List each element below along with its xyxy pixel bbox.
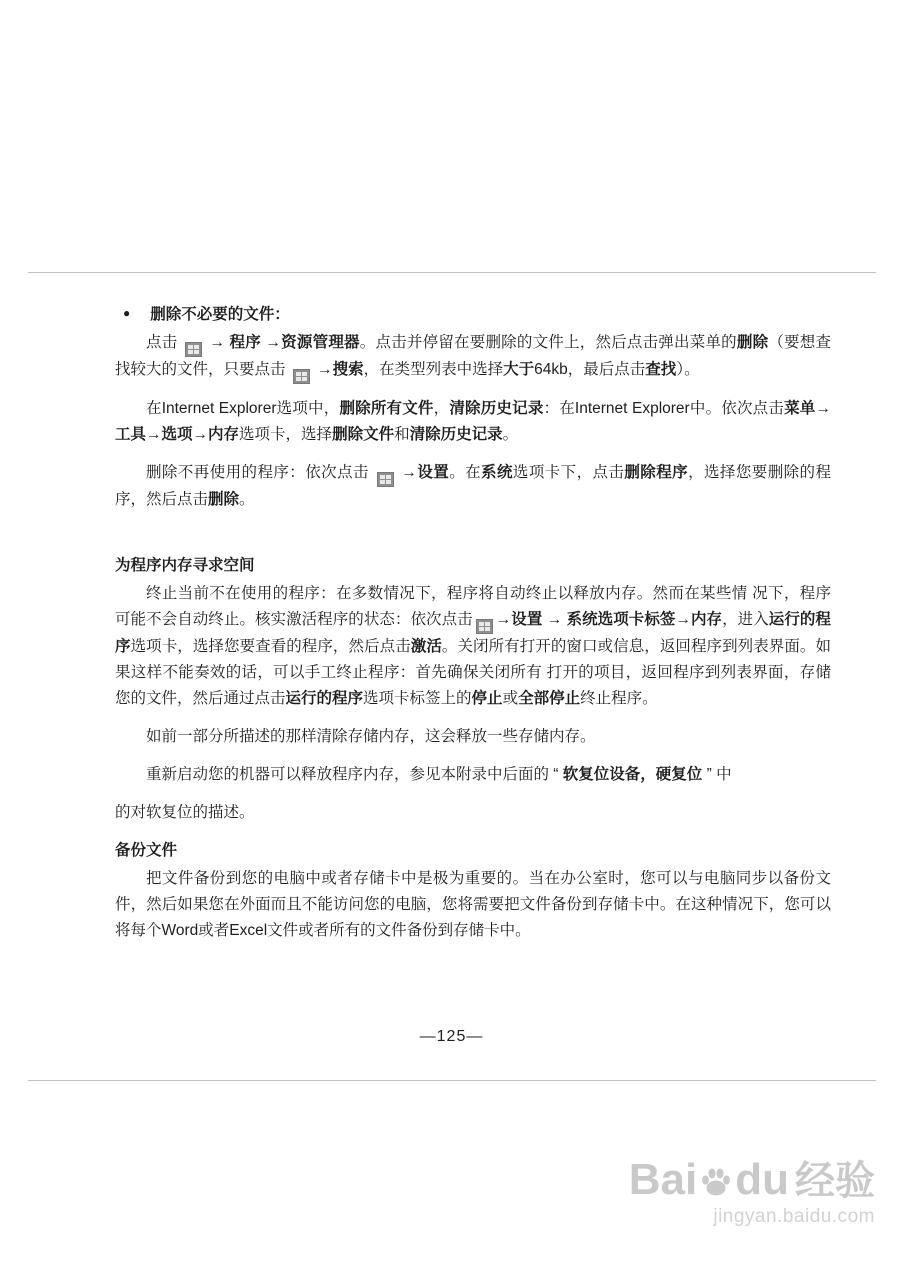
body-text: 。在 — [449, 464, 482, 481]
body-text: 删除不再使用的程序：依次点击 — [146, 464, 374, 481]
emphasis-text: 菜单 — [784, 400, 816, 417]
body-text: ）。 — [676, 361, 700, 378]
emphasis-text: 删除所有文件 — [339, 400, 434, 417]
section — [115, 300, 831, 513]
body-text: ” 中 — [702, 766, 732, 783]
bottom-divider — [28, 1080, 876, 1081]
page-number: —125— — [419, 1028, 484, 1045]
emphasis-text: 资源管理器 — [280, 334, 360, 351]
body-text: 和 — [394, 426, 410, 443]
emphasis-text: 删除程序 — [624, 464, 689, 481]
watermark-url: jingyan.baidu.com — [713, 1206, 875, 1227]
start-menu-icon — [476, 619, 493, 634]
baidu-jingyan-watermark — [628, 1155, 875, 1228]
emphasis-text: 系统 — [481, 464, 513, 481]
body-text: （要想查找较大的文件，只要点击 — [115, 334, 831, 378]
emphasis-text: 选项 — [161, 426, 193, 443]
emphasis-text: 删除文件 — [332, 426, 395, 443]
bullet-icon: ● — [123, 306, 131, 320]
body-text: 或 — [502, 690, 519, 707]
emphasis-text: 搜索 — [332, 361, 364, 378]
body-text: 。点击并停留在要删除的文件上，然后点击弹出菜单的 — [359, 334, 737, 351]
paragraph — [115, 581, 831, 712]
start-menu-icon — [185, 342, 202, 357]
section — [115, 553, 831, 826]
body-text: 。关闭所有打开的窗口或信息，返回程序到列表界面。如果这样不能奏效的话，可以手工终止程序：首先确保关闭所有 打开的项目，返回程序到列表界面，存储您的文件，然后通过点击 — [115, 638, 831, 707]
paragraph — [115, 724, 831, 750]
body-text: 终止当前不在使用的程序：在多数情况下，程序将自动终止以释放内存。然而在某些情 况下，程序可能不会自动终止。核实激活程序的状态：依次点击 — [115, 585, 831, 628]
paragraph — [115, 866, 831, 944]
emphasis-text: 停止 — [471, 690, 503, 707]
body-text: 终止程序。 — [580, 690, 658, 707]
emphasis-text: 工具 — [115, 426, 147, 443]
body-text: 点击 — [146, 334, 182, 351]
body-text: 选项卡标签上的 — [363, 690, 472, 707]
section-title: 删除不必要的文件： — [150, 306, 290, 323]
emphasis-text: 设置 — [416, 464, 450, 481]
section — [115, 838, 831, 944]
body-text: 选项卡，选择 — [239, 426, 333, 443]
body-text: ，进入 — [722, 611, 769, 628]
watermark-text-bai: Bai — [628, 1155, 698, 1204]
emphasis-text: 查找 — [645, 361, 677, 378]
body-text: → — [260, 334, 281, 351]
body-text: → — [675, 611, 691, 628]
emphasis-text: 系统选项卡标签 — [566, 611, 676, 628]
watermark-text-jingyan: 经验 — [795, 1159, 875, 1203]
body-text: → — [312, 361, 333, 378]
emphasis-text: 运行的程序 — [285, 690, 364, 707]
emphasis-text: 程序 — [229, 334, 261, 351]
body-text: 在Internet Explorer选项中， — [146, 400, 340, 417]
start-menu-icon — [293, 369, 310, 384]
emphasis-text: 全部停止 — [518, 690, 581, 707]
body-text: 选项卡，选择您要查看的程序，然后点击 — [130, 638, 411, 655]
body-text: 。 — [502, 426, 519, 443]
emphasis-text: 内存 — [690, 611, 723, 628]
body-text: 的对软复位的描述。 — [115, 804, 255, 821]
paragraph — [115, 460, 831, 513]
emphasis-text: 激活 — [410, 638, 442, 655]
emphasis-text: 清除历史记录 — [449, 400, 544, 417]
emphasis-text: 运行的程序 — [115, 611, 831, 655]
body-text: 64kb，最后点击 — [534, 361, 646, 378]
body-text: 选项卡下，点击 — [512, 464, 625, 481]
body-text: → — [192, 426, 209, 443]
body-text: → — [396, 464, 417, 481]
body-text: 把文件备份到您的电脑中或者存储卡中是极为重要的。当在办公室时，您可以与电脑同步以备份文件，然后如果您在外面而且不能访问您的电脑，您将需要把文件备份到存储卡中。在这种情况下，您可以将每个Word或者Excel文件或者所有的文件备份到存储卡中。 — [115, 870, 831, 939]
emphasis-text: 清除历史记录 — [409, 426, 503, 443]
watermark-brand — [628, 1155, 875, 1204]
top-divider — [28, 272, 876, 273]
emphasis-text: 删除 — [736, 334, 769, 351]
body-text: → — [204, 334, 230, 351]
section-heading: 为程序内存寻求空间 — [115, 557, 255, 574]
emphasis-text: 软复位设备，硬复位 — [562, 766, 703, 783]
emphasis-text: 内存 — [208, 426, 240, 443]
body-text: 如前一部分所描述的那样清除存储内存，这会释放一些存储内存。 — [146, 728, 596, 745]
paragraph — [115, 396, 831, 448]
bullet-heading — [115, 300, 831, 328]
body-text: ， — [433, 400, 450, 417]
start-menu-icon — [377, 472, 394, 487]
paw-icon — [698, 1164, 734, 1200]
emphasis-text: 大于 — [503, 361, 535, 378]
body-text: → — [146, 426, 162, 443]
body-text: 。 — [239, 491, 255, 508]
body-text: ，选择您要删除的程序，然后点击 — [115, 464, 831, 508]
document-content — [115, 300, 831, 956]
body-text: → — [495, 611, 512, 628]
paragraph — [115, 800, 831, 826]
body-text: → — [542, 611, 567, 628]
watermark-text-du: du — [735, 1155, 789, 1204]
paragraph — [115, 330, 831, 384]
paragraph — [115, 762, 831, 788]
section-heading: 备份文件 — [115, 842, 178, 859]
body-text: 重新启动您的机器可以释放程序内存，参见本附录中后面的 “ — [146, 766, 563, 783]
body-text: ，在类型列表中选择 — [363, 361, 504, 378]
emphasis-text: 删除 — [208, 491, 240, 508]
body-text: ：在Internet Explorer中。依次点击 — [543, 400, 785, 417]
body-text: → — [815, 400, 831, 417]
emphasis-text: 设置 — [511, 611, 543, 628]
